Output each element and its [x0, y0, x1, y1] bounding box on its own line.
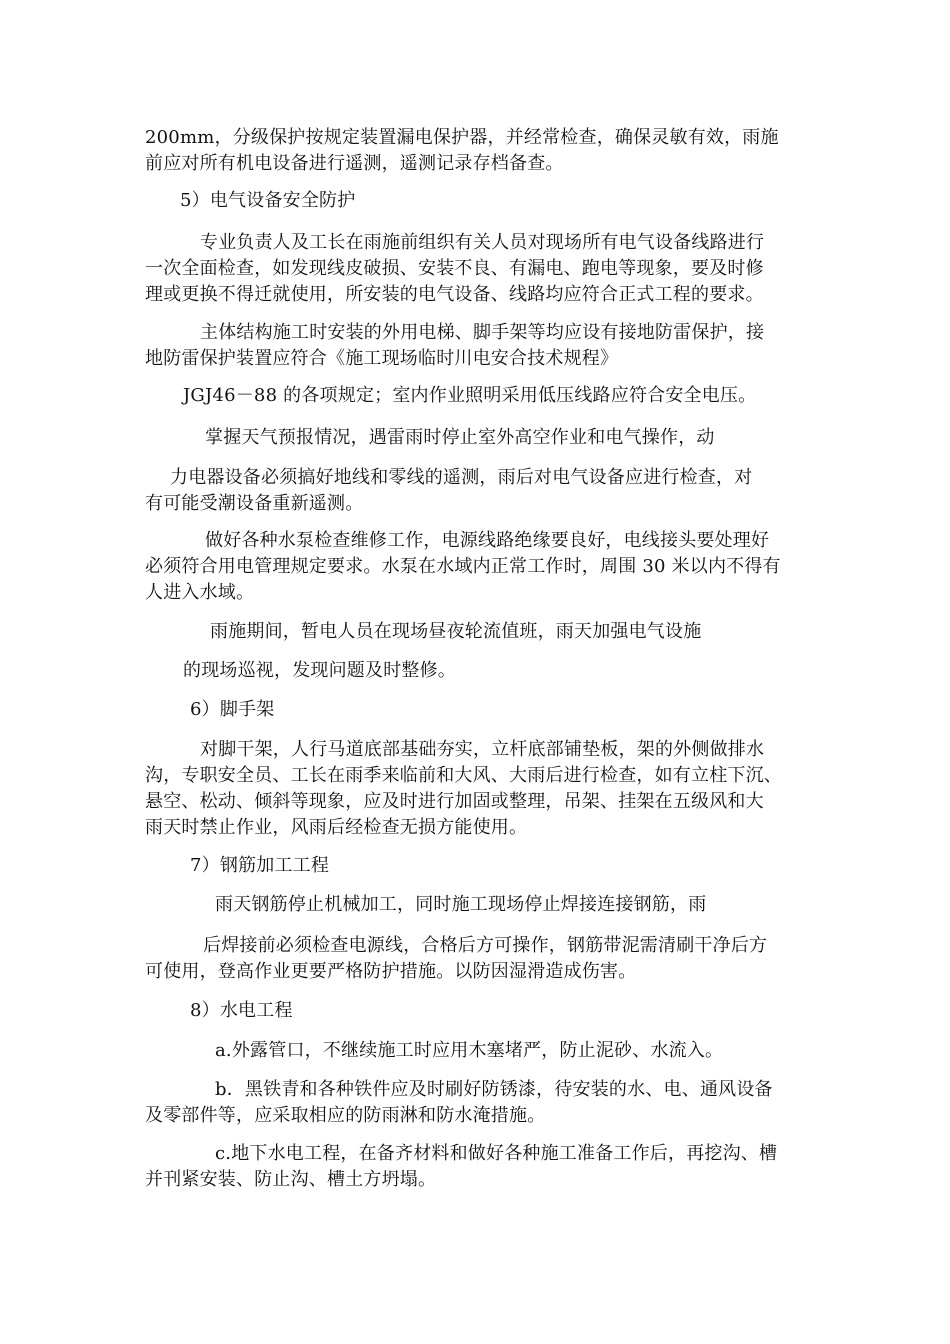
text-line: JGJ46－88 的各项规定；室内作业照明采用低压线路应符合安全电压。 [183, 385, 757, 406]
text-line: 后焊接前必须检查电源线，合格后方可操作，钢筋带泥需清刷干净后方 [203, 935, 768, 956]
section-heading: 6）脚手架 [190, 699, 275, 720]
text-line: 雨天时禁止作业，风雨后经检查无损方能使用。 [145, 817, 528, 838]
text-line: 悬空、松动、倾斜等现象，应及时进行加固或整理，吊架、挂架在五级风和大 [145, 791, 764, 812]
text-line: 并刊紧安装、防止沟、槽土方坍塌。 [145, 1169, 437, 1190]
text-line: 掌握天气预报情况，遇雷雨时停止室外高空作业和电气操作，动 [205, 427, 715, 448]
text-line: 有可能受潮设备重新遥测。 [145, 493, 364, 514]
text-line: 及零部件等，应采取相应的防雨淋和防水淹措施。 [145, 1105, 546, 1126]
section-heading: 8）水电工程 [190, 1000, 293, 1021]
text-line: 主体结构施工时安装的外用电梯、脚手架等均应设有接地防雷保护，接 [200, 322, 765, 343]
text-line: 沟，专职安全员、工长在雨季来临前和大风、大雨后进行检查，如有立柱下沉、 [145, 765, 782, 786]
section-heading: 5）电气设备安全防护 [180, 190, 356, 211]
text-line: c.地下水电工程，在备齐材料和做好各种施工准备工作后，再挖沟、槽 [215, 1143, 778, 1164]
text-line: 可使用，登高作业更要严格防护措施。以防因湿滑造成伤害。 [145, 961, 637, 982]
section-heading: 7）钢筋加工工程 [190, 855, 330, 876]
text-line: 前应对所有机电设备进行遥测，遥测记录存档备查。 [145, 153, 564, 174]
text-line: 地防雷保护装置应符合《施工现场临时川电安合技术规程》 [145, 348, 619, 369]
text-line: 专业负责人及工长在雨施前组织有关人员对现场所有电气设备线路进行 [200, 232, 765, 253]
text-line: 力电器设备必须搞好地线和零线的遥测，雨后对电气设备应进行检查，对 [170, 467, 753, 488]
text-line: 的现场巡视，发现问题及时整修。 [183, 660, 456, 681]
text-line: 必须符合用电管理规定要求。水泵在水域内正常工作时，周围 30 米以内不得有 [145, 556, 781, 577]
text-line: 人进入水域。 [145, 582, 255, 603]
text-line: b．黑铁青和各种铁件应及时刷好防锈漆，待安装的水、电、通风设备 [215, 1079, 773, 1100]
text-line: 对脚干架，人行马道底部基础夯实，立杆底部铺垫板，架的外侧做排水 [200, 739, 765, 760]
text-line: 200mm，分级保护按规定装置漏电保护器，并经常检查，确保灵敏有效，雨施 [145, 127, 779, 148]
text-line: 雨天钢筋停止机械加工，同时施工现场停止焊接连接钢筋，雨 [215, 894, 707, 915]
text-line: 雨施期间，暂电人员在现场昼夜轮流值班，雨天加强电气设施 [210, 621, 702, 642]
text-line: 一次全面检查，如发现线皮破损、安装不良、有漏电、跑电等现象，要及时修 [145, 258, 764, 279]
text-line: 做好各种水泵检查维修工作，电源线路绝缘要良好，电线接头要处理好 [205, 530, 770, 551]
text-line: a.外露管口，不继续施工时应用木塞堵严，防止泥砂、水流入。 [215, 1040, 724, 1061]
text-line: 理或更换不得迁就使用，所安装的电气设备、线路均应符合正式工程的要求。 [145, 284, 764, 305]
